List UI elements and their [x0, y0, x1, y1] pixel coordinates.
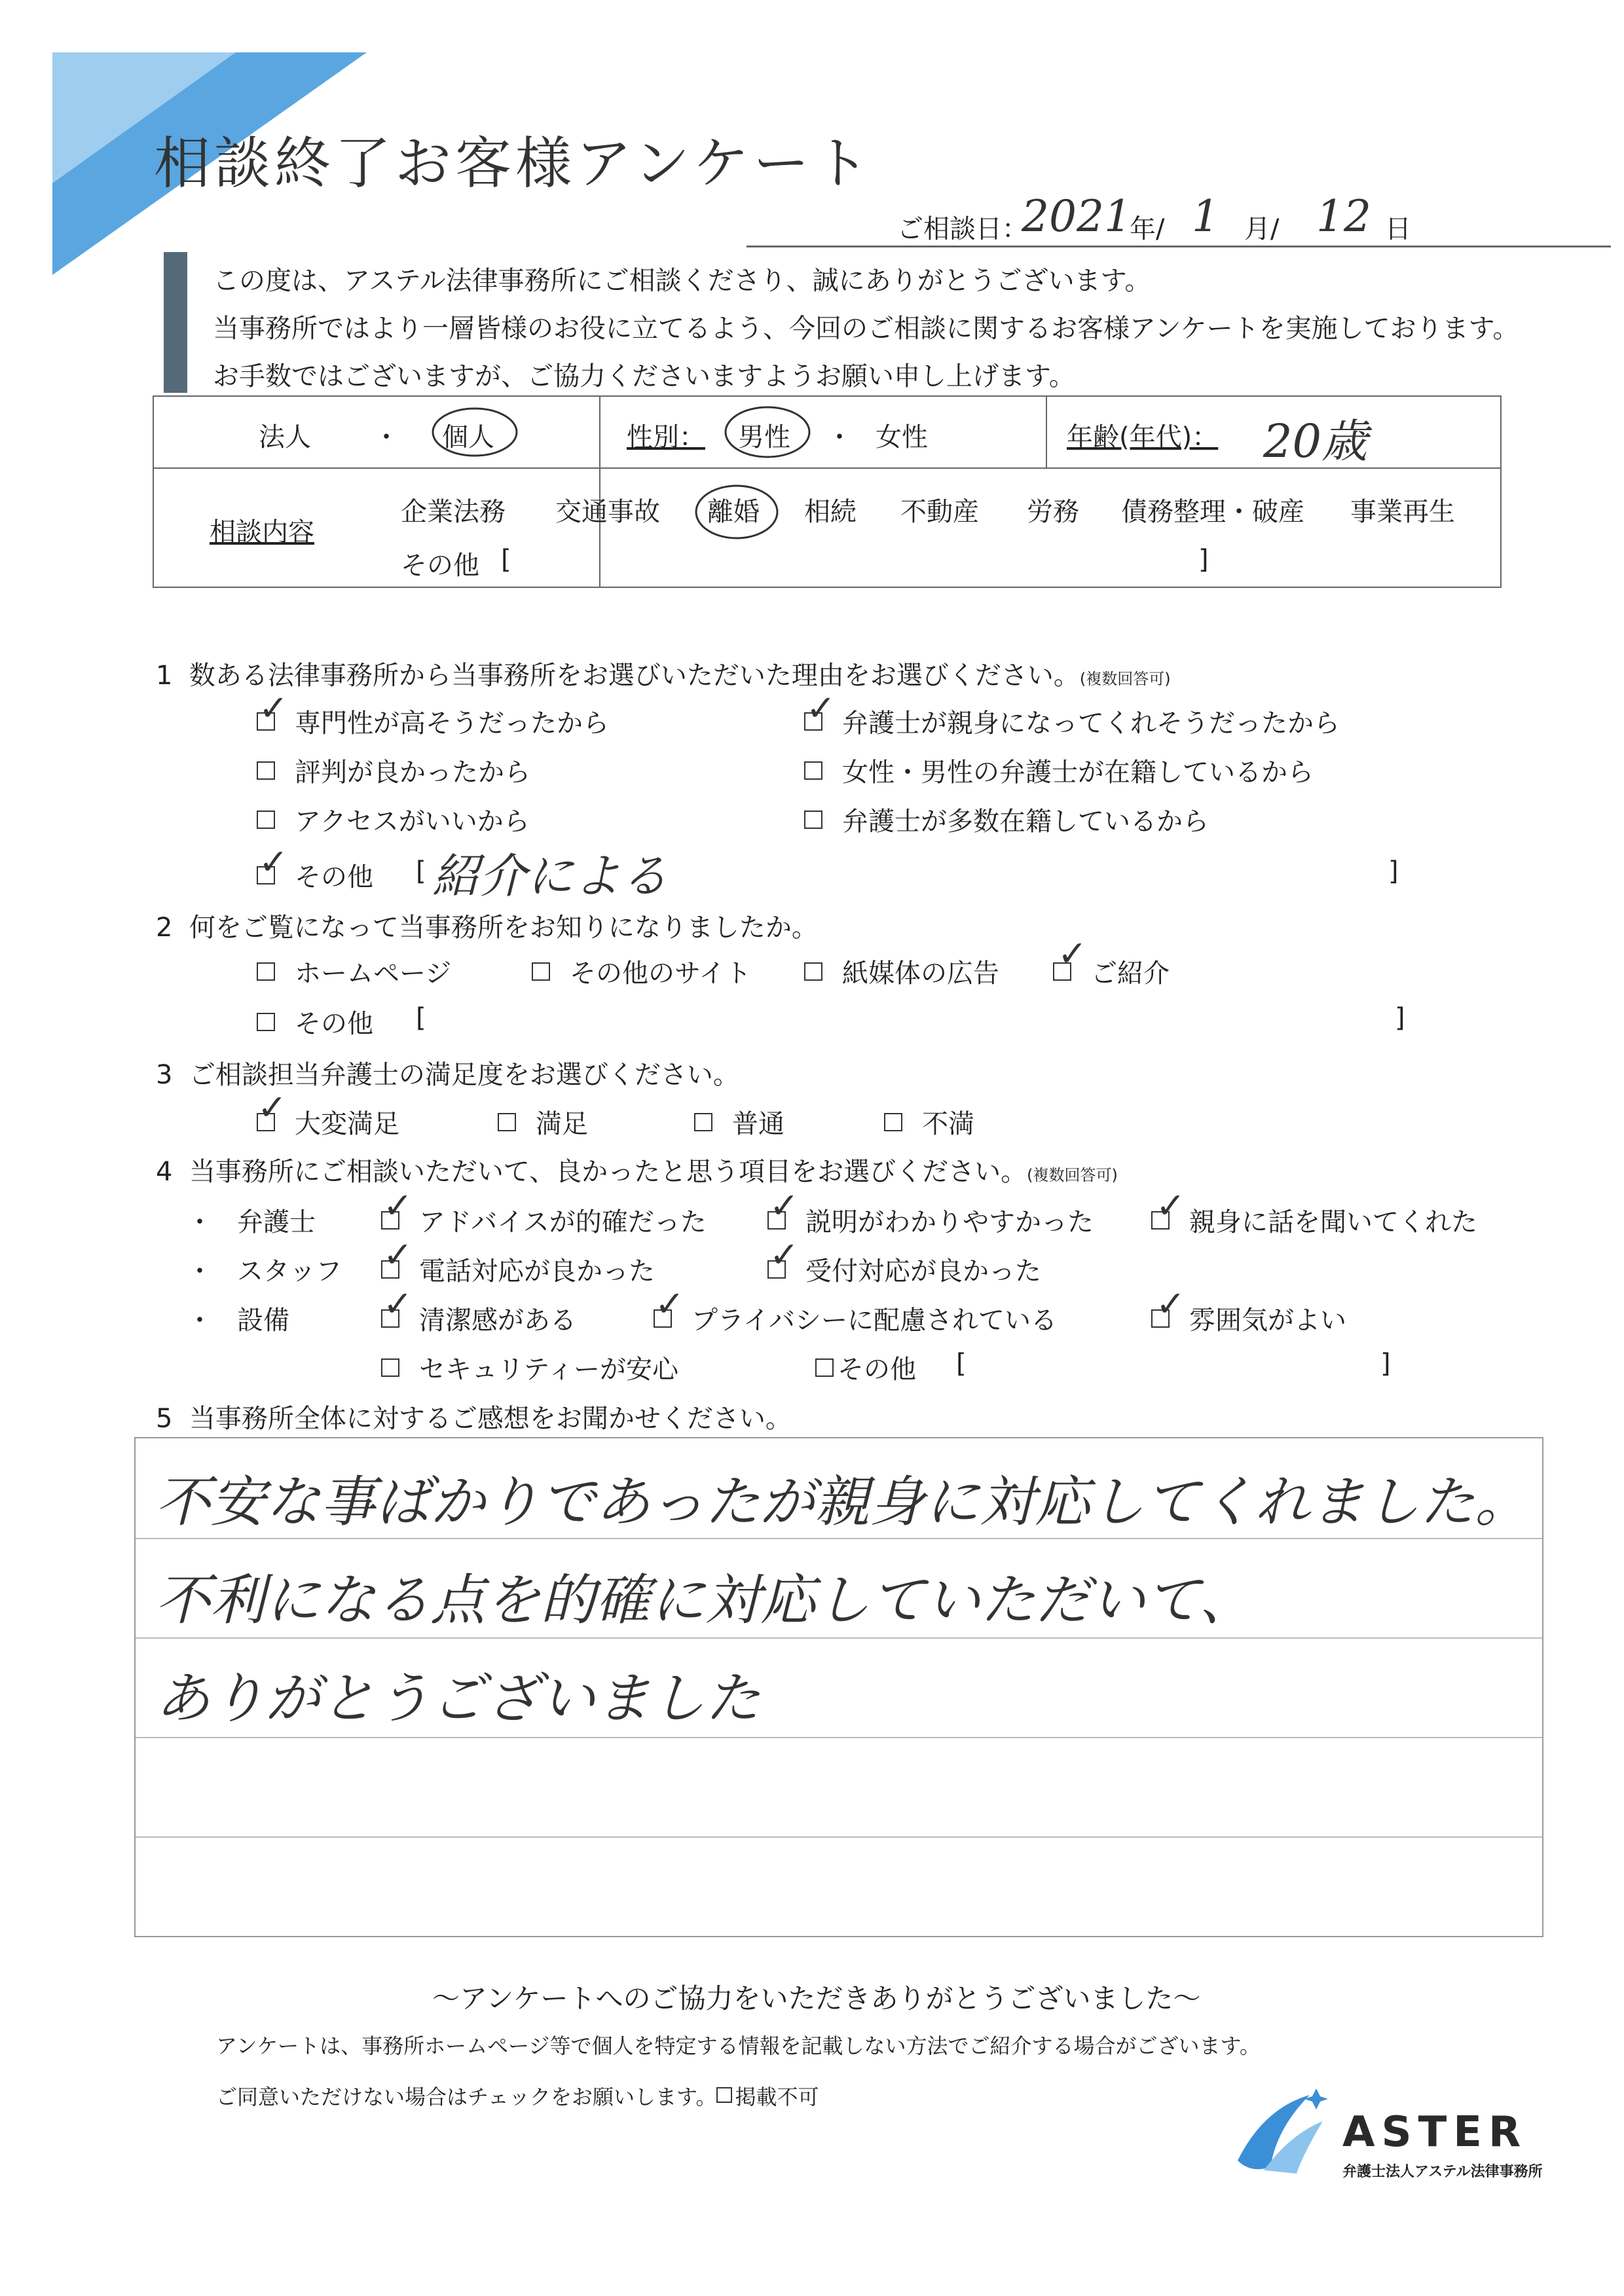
category-realestate: 不動産 — [900, 497, 979, 527]
q4-text: 当事務所にご相談いただいて、良かったと思う項目をお選びください。 — [189, 1157, 1027, 1187]
check-mark-icon: ✓ — [1156, 1185, 1186, 1226]
checkbox[interactable] — [257, 761, 275, 780]
q4-option[interactable]: 清潔感がある — [381, 1300, 576, 1337]
checkbox[interactable] — [804, 761, 822, 780]
gender-male: 男性 — [738, 422, 790, 452]
gender-female: 女性 — [876, 422, 928, 452]
check-mark-icon: ✓ — [655, 1283, 685, 1324]
q2-number: 2 — [156, 913, 173, 943]
q4-cat-staff: スタッフ — [237, 1256, 342, 1286]
month-unit: 月/ — [1244, 214, 1280, 244]
q4-number: 4 — [156, 1157, 173, 1187]
bullet: ・ — [187, 1207, 213, 1237]
no-publish-label: 掲載不可 — [735, 2085, 819, 2109]
category-debt: 債務整理・破産 — [1121, 497, 1304, 527]
circle-mark — [429, 405, 521, 460]
checkbox[interactable] — [694, 1113, 712, 1131]
checkbox[interactable] — [815, 1358, 834, 1377]
rule-line — [136, 1538, 1542, 1539]
checkbox[interactable] — [381, 1358, 399, 1377]
q2-option[interactable]: 紙媒体の広告 — [804, 953, 999, 990]
circle-mark — [722, 403, 813, 461]
checkbox[interactable] — [257, 1013, 275, 1031]
check-mark-icon: ✓ — [1058, 933, 1088, 974]
aster-logo-icon — [1225, 2082, 1336, 2180]
q3-option[interactable]: 大変満足 — [257, 1103, 399, 1140]
q2-other[interactable]: その他 — [257, 1003, 373, 1040]
q4-option[interactable]: プライバシーに配慮されている — [654, 1300, 1057, 1337]
intro-block — [164, 252, 1519, 393]
intro-bar — [164, 252, 187, 393]
q2-option[interactable]: ホームページ — [257, 953, 451, 990]
logo-text: ASTER — [1342, 2108, 1528, 2157]
bracket-close: ] — [1395, 1003, 1405, 1033]
bracket-close: ] — [1198, 545, 1209, 575]
q3-option[interactable]: 不満 — [884, 1103, 974, 1140]
rule-line — [136, 1737, 1542, 1738]
q5-number: 5 — [156, 1404, 173, 1434]
intro-line: 当事務所ではより一層皆様のお役に立てるよう、今回のご相談に関するお客様アンケートを実施しております。 — [213, 314, 1519, 344]
q1-text: 数ある法律事務所から当事務所をお選びいただいた理由をお選びください。 — [189, 661, 1080, 691]
comment-line: 不安な事ばかりであったが親身に対応してくれました。 — [155, 1470, 1530, 1534]
q4-option[interactable]: 受付対応が良かった — [767, 1250, 1041, 1288]
q1-option[interactable]: アクセスがいいから — [257, 801, 530, 838]
intro-line: この度は、アステル法律事務所にご相談くださり、誠にありがとうございます。 — [213, 266, 1151, 296]
checkbox[interactable] — [532, 962, 550, 981]
separator: ・ — [373, 422, 399, 452]
consent-text: ご同意いただけない場合はチェックをお願いします。 — [216, 2085, 717, 2109]
check-mark-icon: ✓ — [259, 841, 289, 883]
rule-line — [136, 1836, 1542, 1838]
consultation-date — [747, 190, 1611, 247]
bracket-open: [ — [956, 1349, 967, 1379]
q1-heading — [156, 655, 1171, 692]
category-divorce: 離婚 — [707, 497, 760, 527]
q3-option[interactable]: 満足 — [498, 1103, 588, 1140]
date-year: 2021 — [1022, 191, 1132, 242]
year-unit: 年/ — [1130, 214, 1165, 244]
category-traffic: 交通事故 — [555, 497, 660, 527]
q4-cat-lawyer: 弁護士 — [237, 1207, 316, 1237]
q2-text: 何をご覧になって当事務所をお知りになりましたか。 — [189, 913, 818, 943]
q4-cat-facility: 設備 — [237, 1305, 289, 1336]
category-restructure: 事業再生 — [1350, 497, 1455, 527]
age-label: 年齢(年代)： — [1067, 422, 1219, 452]
age-cell — [1046, 396, 1501, 468]
date-label: ご相談日： — [897, 214, 1028, 244]
page-title: 相談終了お客様アンケート — [154, 131, 874, 196]
separator: ・ — [826, 422, 853, 452]
q1-option[interactable]: 評判が良かったから — [257, 752, 530, 789]
check-mark-icon: ✓ — [806, 687, 836, 729]
q1-option[interactable]: 女性・男性の弁護士が在籍しているから — [804, 752, 1314, 789]
q4-option[interactable]: 親身に話を聞いてくれた — [1151, 1201, 1477, 1239]
gender-label: 性別： — [627, 422, 705, 452]
day-unit: 日 — [1385, 214, 1411, 244]
q4-option[interactable]: 電話対応が良かった — [381, 1250, 655, 1288]
checkbox[interactable] — [804, 962, 822, 981]
q3-heading — [156, 1054, 739, 1091]
no-publish-checkbox[interactable] — [716, 2087, 732, 2103]
content-label: 相談内容 — [210, 517, 314, 547]
q1-option[interactable]: 専門性が高そうだったから — [257, 702, 609, 740]
checkbox[interactable] — [498, 1113, 516, 1131]
bracket-open: [ — [416, 856, 426, 886]
q5-heading — [156, 1398, 792, 1435]
check-mark-icon: ✓ — [259, 687, 289, 729]
check-mark-icon: ✓ — [383, 1283, 413, 1324]
q1-other[interactable]: その他 — [257, 856, 373, 894]
q4-option[interactable]: セキュリティーが安心 — [381, 1349, 678, 1386]
q4-option[interactable]: 説明がわかりやすかった — [767, 1201, 1094, 1239]
q1-option[interactable]: 弁護士が多数在籍しているから — [804, 801, 1209, 838]
category-inheritance: 相続 — [804, 497, 857, 527]
date-day: 12 — [1316, 191, 1371, 242]
q4-other[interactable]: その他 — [815, 1349, 916, 1386]
comment-box — [134, 1437, 1543, 1937]
q4-heading — [156, 1151, 1118, 1188]
q4-note: (複数回答可) — [1027, 1166, 1118, 1184]
q1-other-text: 紹介による — [432, 848, 669, 903]
check-mark-icon: ✓ — [383, 1185, 413, 1226]
circle-mark — [691, 481, 783, 543]
q1-number: 1 — [156, 661, 173, 691]
q1-note: (複数回答可) — [1079, 670, 1171, 688]
q5-text: 当事務所全体に対するご感想をお聞かせください。 — [189, 1404, 792, 1434]
check-mark-icon: ✓ — [769, 1234, 800, 1275]
q3-text: ご相談担当弁護士の満足度をお選びください。 — [189, 1060, 739, 1090]
thanks-text: 〜アンケートへのご協力をいただきありがとうございました〜 — [432, 1982, 1201, 2014]
q3-option[interactable]: 普通 — [694, 1103, 784, 1140]
check-mark-icon: ✓ — [257, 1087, 287, 1128]
consent-row — [216, 2081, 819, 2111]
comment-line: 不利になる点を的確に対応していただいて、 — [155, 1568, 1255, 1632]
q4-option[interactable]: 雰囲気がよい — [1151, 1300, 1346, 1337]
type-corp: 法人 — [259, 422, 311, 452]
q4-option[interactable]: アドバイスが的確だった — [381, 1201, 707, 1239]
checkbox[interactable] — [257, 811, 275, 829]
gender-cell — [600, 396, 1046, 468]
bracket-close: ] — [1388, 856, 1399, 886]
date-month: 1 — [1192, 191, 1219, 242]
bracket-open: [ — [501, 545, 511, 575]
check-mark-icon: ✓ — [769, 1185, 800, 1226]
checkbox[interactable] — [257, 962, 275, 981]
content-label-cell — [153, 468, 600, 587]
age-value: 20歳 — [1263, 414, 1368, 468]
check-mark-icon: ✓ — [1156, 1283, 1186, 1324]
notice-text: アンケートは、事務所ホームページ等で個人を特定する情報を記載しない方法でご紹介する場合がございます。 — [216, 2033, 1261, 2058]
check-mark-icon: ✓ — [383, 1234, 413, 1275]
bullet: ・ — [187, 1256, 213, 1286]
rule-line — [136, 1637, 1542, 1639]
bullet: ・ — [187, 1305, 213, 1336]
category-labor: 労務 — [1027, 497, 1079, 527]
q2-option[interactable]: ご紹介 — [1053, 953, 1170, 990]
category-other-label: その他 — [401, 551, 479, 581]
checkbox[interactable] — [804, 811, 822, 829]
q2-heading — [156, 907, 818, 944]
logo-sub: 弁護士法人アステル法律事務所 — [1342, 2164, 1543, 2180]
bracket-open: [ — [416, 1003, 426, 1033]
checkbox[interactable] — [884, 1113, 902, 1131]
q1-option[interactable]: 弁護士が親身になってくれそうだったから — [804, 702, 1340, 740]
intro-line: お手数ではございますが、ご協力くださいますようお願い申し上げます。 — [213, 361, 1075, 392]
bracket-close: ] — [1380, 1349, 1391, 1379]
q2-option[interactable]: その他のサイト — [532, 953, 751, 990]
type-cell — [153, 396, 600, 468]
comment-line: ありがとうございました — [155, 1666, 761, 1730]
category-corporate: 企業法務 — [401, 497, 506, 527]
q3-number: 3 — [156, 1060, 173, 1090]
type-individual: 個人 — [442, 422, 494, 452]
